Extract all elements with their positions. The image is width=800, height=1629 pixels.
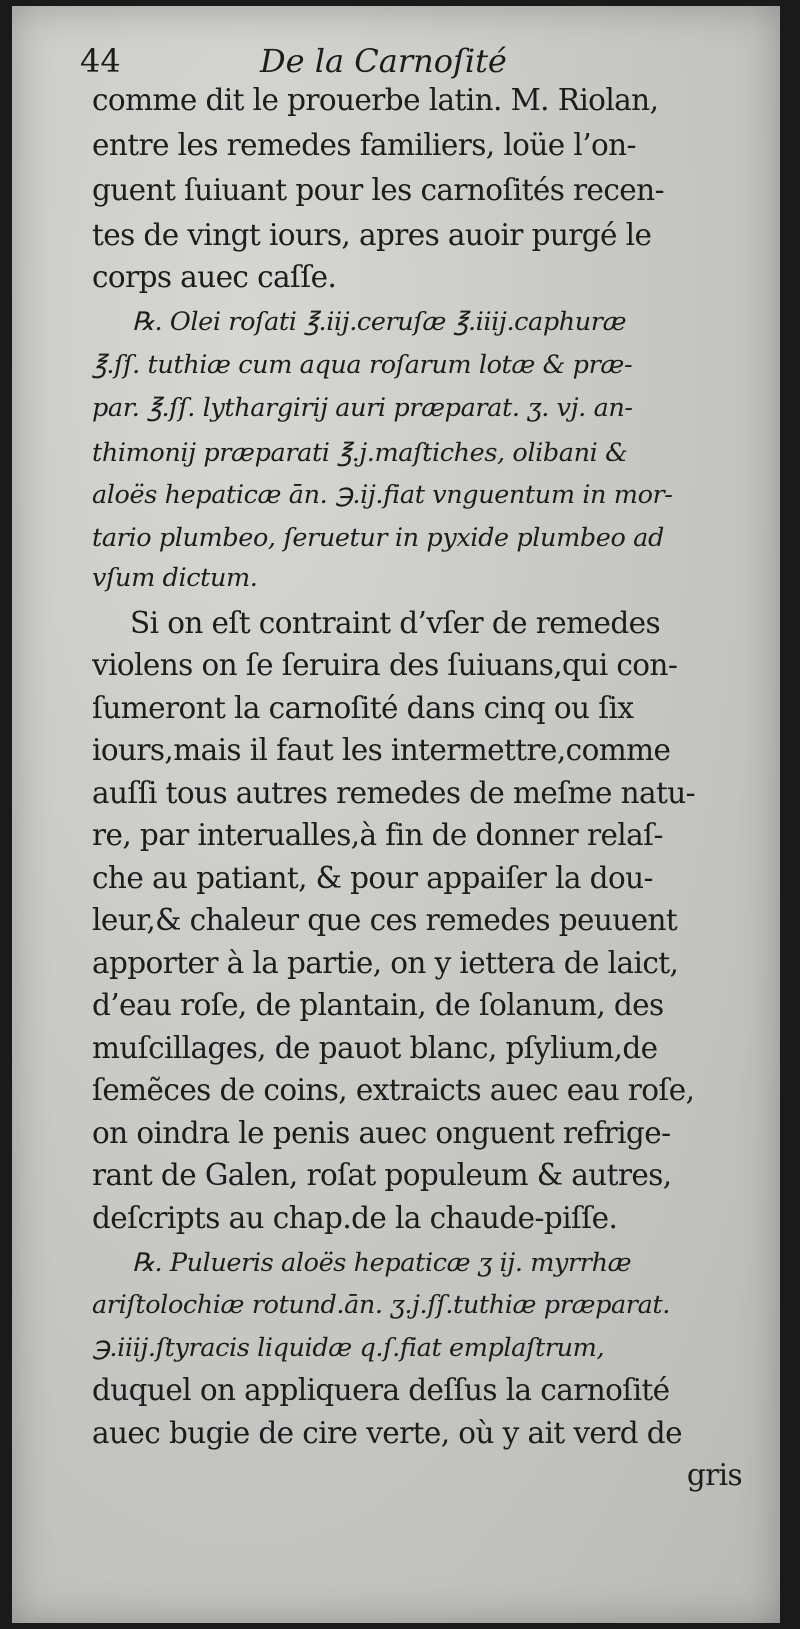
text-line: on oindra le penis auec onguent refrige-: [92, 1116, 671, 1150]
text-line: auec bugie de cire verte, où y ait verd de: [92, 1416, 682, 1450]
recipe-line: ℥.ſſ. tuthiæ cum aqua roſarum lotæ & præ-: [92, 350, 633, 380]
text-line: entre les remedes familiers, loüe l’on-: [92, 128, 636, 162]
recipe-line: ariſtolochiæ rotund.ān. ʒ.j.ſſ.tuthiæ præparat.: [92, 1290, 670, 1320]
text-line: che au patiant, & pour appaiſer la dou-: [92, 861, 653, 895]
text-line: ſumeront la carnoſité dans cinq ou ſix: [92, 691, 634, 725]
text-line: ſemẽces de coins, extraicts auec eau roſe,: [92, 1073, 695, 1107]
recipe-line: aloës hepaticæ ān. ℈.ij.fiat vnguentum in mor-: [92, 480, 673, 510]
recipe-line: thimonij præparati ℥.j.maſtiches, olibani &: [92, 438, 628, 468]
text-line: rant de Galen, roſat populeum & autres,: [92, 1158, 672, 1192]
recipe-line: tario plumbeo, ſeruetur in pyxide plumbeo ad: [92, 523, 664, 553]
text-line: apporter à la partie, on y iettera de laict,: [92, 946, 679, 980]
text-line: tes de vingt iours, apres auoir purgé le: [92, 218, 652, 252]
text-line: iours,mais il faut les intermettre,comme: [92, 733, 671, 767]
recipe-line: ℞. Pulueris aloës hepaticæ ʒ ij. myrrhæ: [132, 1248, 632, 1278]
text-line: Si on eſt contraint d’vſer de remedes: [130, 606, 661, 640]
text-line: muſcillages, de pauot blanc, pſylium,de: [92, 1031, 658, 1065]
catchword: gris: [686, 1458, 742, 1492]
text-line: leur,& chaleur que ces remedes peuuent: [92, 903, 678, 937]
recipe-line: ℞. Olei roſati ℥.iij.ceruſæ ℥.iiij.caphuræ: [132, 307, 627, 337]
page-number: 44: [80, 42, 121, 80]
text-line: deſcripts au chap.de la chaude-piſſe.: [92, 1201, 618, 1235]
recipe-line: par. ℥.ſſ. lythargirij auri præparat. ʒ. vj. an-: [92, 393, 633, 423]
recipe-line: vſum dictum.: [92, 563, 258, 593]
text-line: d’eau roſe, de plantain, de ſolanum, des: [92, 988, 664, 1022]
recipe-line: ℈.iiij.ſtyracis liquidæ q.ſ.fiat emplaſtrum,: [92, 1333, 605, 1363]
text-line: corps auec caſſe.: [92, 260, 337, 294]
text-line: duquel on appliquera deſſus la carnoſité: [92, 1373, 670, 1407]
text-line: guent ſuiuant pour les carnoſités recen-: [92, 173, 664, 207]
running-title: De la Carnoſité: [260, 42, 507, 80]
text-line: re, par interualles,à fin de donner relaſ-: [92, 818, 663, 852]
text-line: violens on ſe ſeruira des ſuiuans,qui con-: [92, 648, 678, 682]
text-line: comme dit le prouerbe latin. M. Riolan,: [92, 83, 659, 117]
text-line: auſſi tous autres remedes de meſme natu-: [92, 776, 696, 810]
